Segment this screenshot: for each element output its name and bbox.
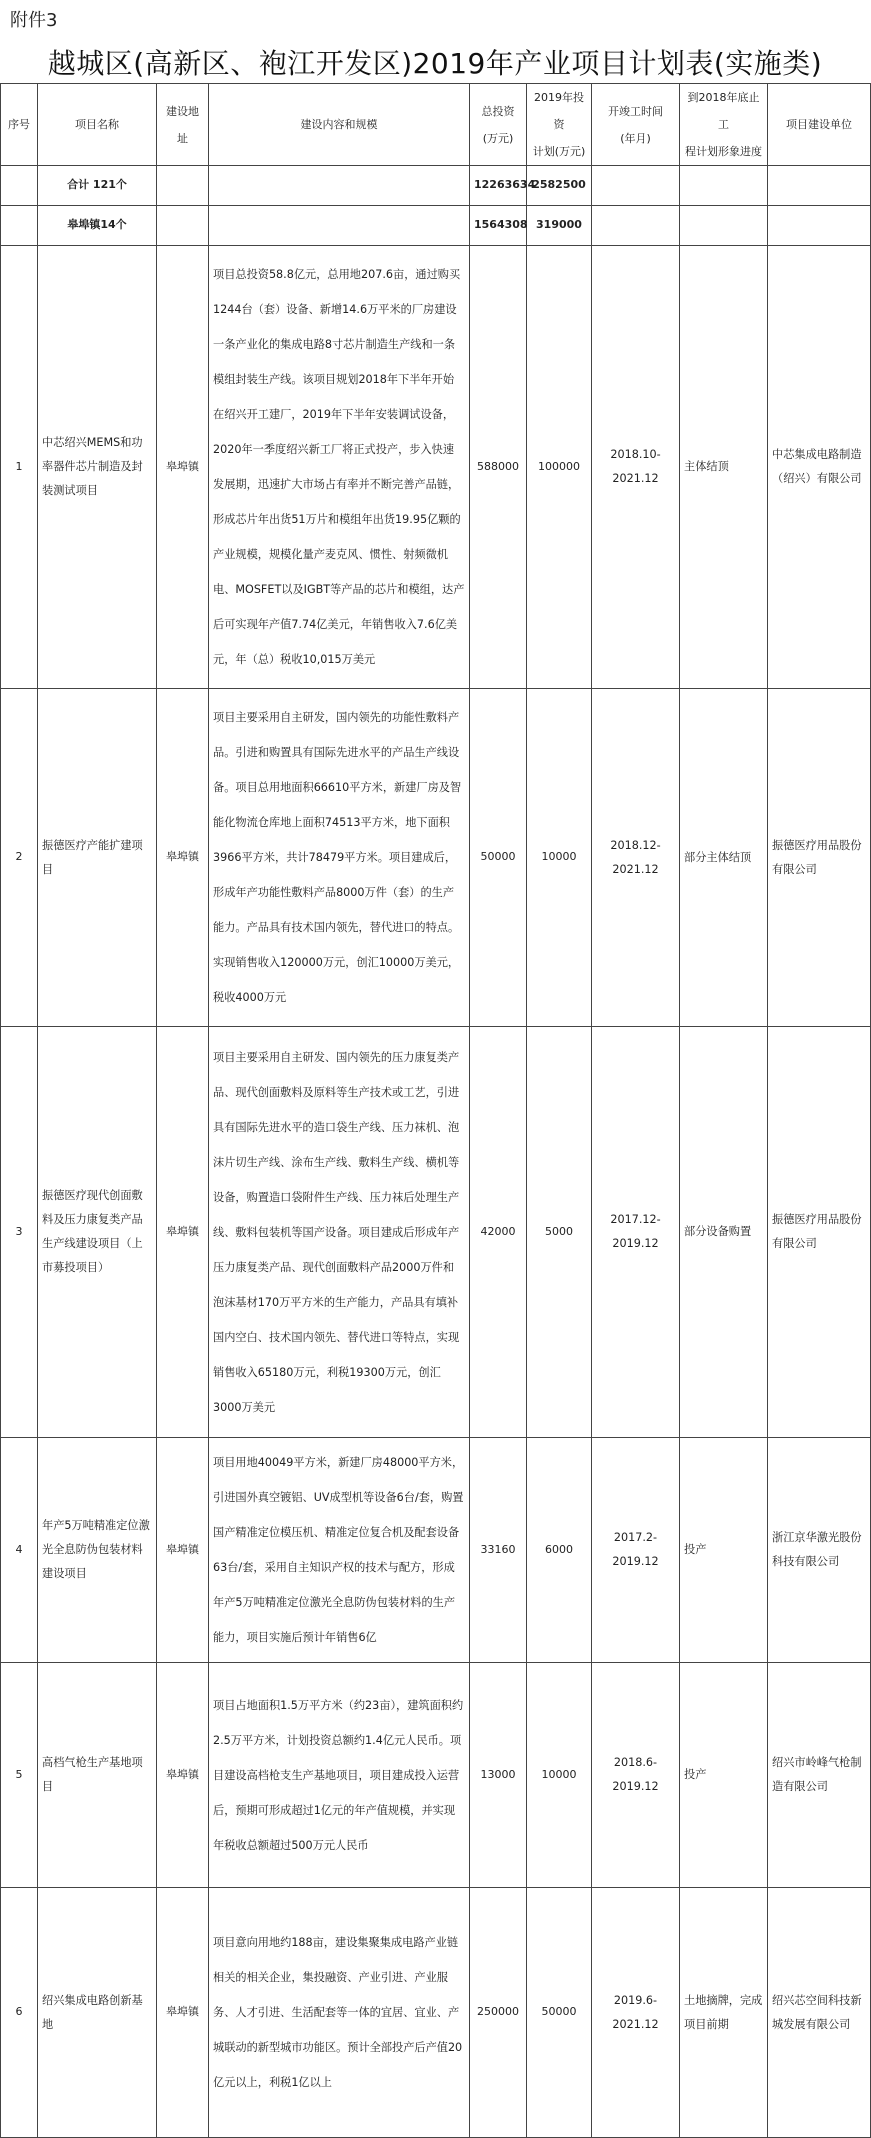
- project-unit: 振德医疗用品股份有限公司: [768, 689, 871, 1027]
- project-time: 2017.12-2019.12: [592, 1027, 680, 1438]
- project-name: 振德医疗现代创面敷料及压力康复类产品生产线建设项目（上市募投项目）: [38, 1027, 157, 1438]
- project-time: 2018.10-2021.12: [592, 246, 680, 689]
- header-location: 建设地址: [157, 84, 209, 166]
- town-label: 皋埠镇14个: [38, 206, 157, 246]
- header-progress-line2: 程计划形象进度: [685, 145, 762, 158]
- project-seq: 4: [1, 1438, 38, 1663]
- project-time: 2017.2-2019.12: [592, 1438, 680, 1663]
- project-location: 皋埠镇: [157, 1438, 209, 1663]
- project-2019-plan: 10000: [527, 1663, 592, 1888]
- project-name: 年产5万吨精准定位激光全息防伪包装材料建设项目: [38, 1438, 157, 1663]
- project-progress: 投产: [680, 1438, 768, 1663]
- project-name: 振德医疗产能扩建项目: [38, 689, 157, 1027]
- project-location: 皋埠镇: [157, 1888, 209, 2138]
- header-time: [592, 84, 680, 166]
- project-time: 2018.6-2019.12: [592, 1663, 680, 1888]
- project-total-investment: 250000: [470, 1888, 527, 2138]
- attachment-label: 附件3: [10, 10, 58, 31]
- project-seq: 5: [1, 1663, 38, 1888]
- project-progress: 部分主体结顶: [680, 689, 768, 1027]
- project-time: 2018.12-2021.12: [592, 689, 680, 1027]
- header-seq: 序号: [1, 84, 38, 166]
- town-2019-plan: 319000: [527, 206, 592, 246]
- header-time-line2: (年月): [620, 131, 651, 145]
- project-total-investment: 42000: [470, 1027, 527, 1438]
- project-unit: 浙江京华激光股份科技有限公司: [768, 1438, 871, 1663]
- project-unit: 中芯集成电路制造（绍兴）有限公司: [768, 246, 871, 689]
- header-unit: 项目建设单位: [768, 84, 871, 166]
- project-location: 皋埠镇: [157, 1663, 209, 1888]
- project-content: 项目意向用地约188亩，建设集聚集成电路产业链相关的相关企业，集投融资、产业引进、产业服务、人才引进、生活配套等一体的宜居、宜业、产城联动的新型城市功能区。预计全部投产后产值20亿元以上，利税1亿以上: [209, 1888, 470, 2138]
- project-2019-plan: 5000: [527, 1027, 592, 1438]
- project-2019-plan: 50000: [527, 1888, 592, 2138]
- table-row: [1, 1663, 871, 1888]
- project-seq: 6: [1, 1888, 38, 2138]
- project-plan-table: [0, 83, 871, 2138]
- project-content: 项目用地40049平方米，新建厂房48000平方米，引进国外真空镀铝、UV成型机等设备6台/套，购置国产精准定位模压机、精准定位复合机及配套设备63台/套，采用自主知识产权的技术与配方，形成年产5万吨精准定位激光全息防伪包装材料的生产能力，项目实施后预计年销售6亿: [209, 1438, 470, 1663]
- project-2019-plan: 10000: [527, 689, 592, 1027]
- project-unit: 振德医疗用品股份有限公司: [768, 1027, 871, 1438]
- project-seq: 3: [1, 1027, 38, 1438]
- town-row: [1, 206, 871, 246]
- header-total-line1: 总投资: [481, 104, 515, 118]
- project-seq: 2: [1, 689, 38, 1027]
- table-row: [1, 1438, 871, 1663]
- project-total-investment: 13000: [470, 1663, 527, 1888]
- project-progress: 投产: [680, 1663, 768, 1888]
- project-name: 中芯绍兴MEMS和功率器件芯片制造及封装测试项目: [38, 246, 157, 689]
- header-invest: [527, 84, 592, 166]
- project-total-investment: 50000: [470, 689, 527, 1027]
- project-progress: 部分设备购置: [680, 1027, 768, 1438]
- table-row: [1, 689, 871, 1027]
- project-total-investment: 588000: [470, 246, 527, 689]
- document-title: 越城区(高新区、袍江开发区)2019年产业项目计划表(实施类): [47, 47, 823, 80]
- project-location: 皋埠镇: [157, 246, 209, 689]
- header-invest-line1: 2019年投资: [534, 91, 584, 131]
- project-progress: 土地摘牌，完成项目前期: [680, 1888, 768, 2138]
- project-unit: 绍兴市岭峰气枪制造有限公司: [768, 1663, 871, 1888]
- header-content: 建设内容和规模: [209, 84, 470, 166]
- project-content: 项目总投资58.8亿元，总用地207.6亩，通过购买1244台（套）设备、新增14.6万平米的厂房建设一条产业化的集成电路8寸芯片制造生产线和一条模组封装生产线。该项目规划2018年下半年开始在绍兴开工建厂，2019年下半年安装调试设备，2020年一季度绍兴新工厂将正式投产，步入快速发展期，迅速扩大市场占有率并不断完善产品链，形成芯片年出货51万片和模组年出货19.95亿颗的产业规模，规模化量产麦克风、惯性、射频微机电、MOSFET以及IGBT等产品的芯片和模组，达产后可实现年产值7.74亿美元，年销售收入7.6亿美元，年（总）税收10,015万美元: [209, 246, 470, 689]
- project-time: 2019.6-2021.12: [592, 1888, 680, 2138]
- town-total-investment: 1564308: [470, 206, 527, 246]
- total-investment: 12263634: [470, 166, 527, 206]
- project-progress: 主体结顶: [680, 246, 768, 689]
- header-row: [1, 84, 871, 166]
- project-total-investment: 33160: [470, 1438, 527, 1663]
- project-name: 绍兴集成电路创新基地: [38, 1888, 157, 2138]
- project-content: 项目占地面积1.5万平方米（约23亩），建筑面积约2.5万平方米，计划投资总额约1.4亿元人民币。项目建设高档枪支生产基地项目，项目建成投入运营后，预期可形成超过1亿元的年产值规模，并实现年税收总额超过500万元人民币: [209, 1663, 470, 1888]
- project-seq: 1: [1, 246, 38, 689]
- table-row: [1, 1027, 871, 1438]
- table-row: [1, 1888, 871, 2138]
- table-row: [1, 246, 871, 689]
- total-2019-plan: 2582500: [527, 166, 592, 206]
- project-2019-plan: 100000: [527, 246, 592, 689]
- header-total: [470, 84, 527, 166]
- header-name: 项目名称: [38, 84, 157, 166]
- total-label: 合计 121个: [38, 166, 157, 206]
- project-location: 皋埠镇: [157, 1027, 209, 1438]
- project-content: 项目主要采用自主研发，国内领先的功能性敷料产品。引进和购置具有国际先进水平的产品生产线设备。项目总用地面积66610平方米，新建厂房及智能化物流仓库地上面积74513平方米，地下面积3966平方米，共计78479平方米。项目建成后，形成年产功能性敷料产品8000万件（套）的生产能力。产品具有技术国内领先，替代进口的特点。实现销售收入120000万元，创汇10000万美元，税收4000万元: [209, 689, 470, 1027]
- header-time-line1: 开竣工时间: [608, 104, 663, 118]
- header-progress: [680, 84, 768, 166]
- project-content: 项目主要采用自主研发、国内领先的压力康复类产品、现代创面敷料及原料等生产技术或工艺，引进具有国际先进水平的造口袋生产线、压力袜机、泡沫片切生产线、涂布生产线、敷料生产线、横机等设备，购置造口袋附件生产线、压力袜后处理生产线、敷料包装机等国产设备。项目建成后形成年产压力康复类产品、现代创面敷料产品2000万件和泡沫基材170万平方米的生产能力，产品具有填补国内空白、技术国内领先、替代进口等特点，实现销售收入65180万元，利税19300万元，创汇3000万美元: [209, 1027, 470, 1438]
- project-unit: 绍兴芯空间科技新城发展有限公司: [768, 1888, 871, 2138]
- total-row: [1, 166, 871, 206]
- project-2019-plan: 6000: [527, 1438, 592, 1663]
- project-location: 皋埠镇: [157, 689, 209, 1027]
- project-name: 高档气枪生产基地项目: [38, 1663, 157, 1888]
- header-invest-line2: 计划(万元): [532, 145, 586, 158]
- header-progress-line1: 到2018年底止工: [687, 91, 760, 131]
- header-total-line2: (万元): [482, 131, 514, 145]
